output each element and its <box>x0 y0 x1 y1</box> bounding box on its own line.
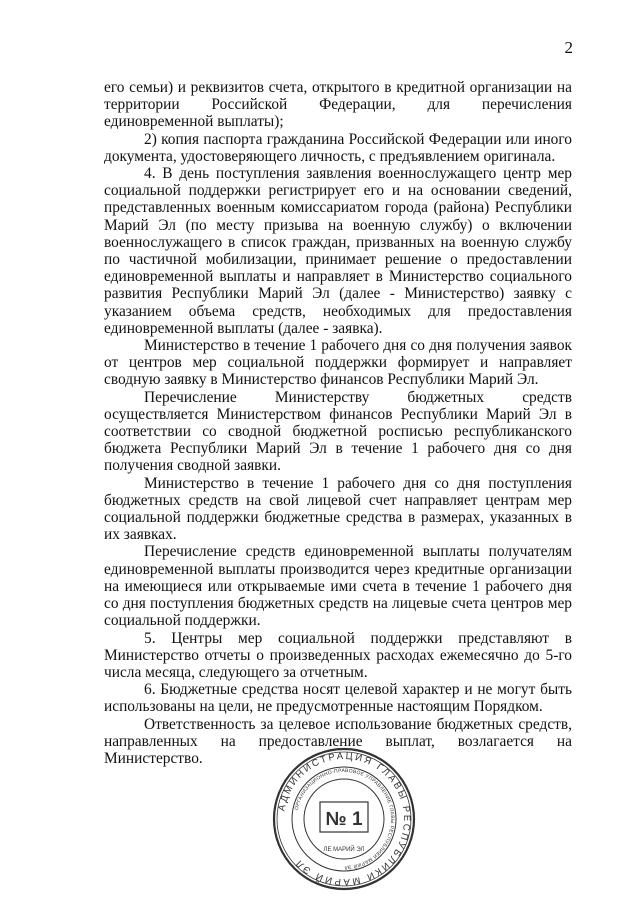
paragraph-item-6: 6. Бюджетные средства носят целевой характер и не могут быть использованы на цели, не предусмотренные настоящим Порядком. <box>104 681 572 716</box>
page-number: 2 <box>564 38 573 57</box>
official-seal <box>272 747 416 891</box>
paragraph-continuation: его семьи) и реквизитов счета, открытого в кредитной организации на территории Российской Федерации, для перечисления единовременной выплаты); <box>104 79 572 131</box>
paragraph-item-5: 5. Центры мер социальной поддержки представляют в Министерство отчеты о произведенных расходах ежемесячно до 5-го числа месяца, следующего за отчетным. <box>104 629 572 681</box>
paragraph-passport-copy: 2) копия паспорта гражданина Российской Федерации или иного документа, удостоверяющего личность, с предъявлением оригинала. <box>104 130 572 165</box>
seal-outer-text: АДМИНИСТРАЦИЯ ГЛАВЫ РЕСПУБЛИКИ МАРИЙ ЭЛ <box>276 750 413 888</box>
paragraph-finance-transfer: Перечисление Министерству бюджетных средств осуществляется Министерством финансов Республики Марий Эл в соответствии со сводной бюджетной росписью республиканского бюджета Республики Марий Эл в течение 1 рабочего дня со дня получения сводной заявки. <box>104 388 572 475</box>
seal-inner-text: ОРГАНИЗАЦИОННО-ПРАВОВОЕ УПРАВЛЕНИЕ ГЛАВЫ РЕСПУБЛИКИ МАРИЙ ЭЛ <box>293 767 396 871</box>
document-body <box>104 79 572 767</box>
paragraph-responsibility: Ответственность за целевое использование бюджетных средств, направленных на предоставление выплат, возлагается на Министерство. <box>104 715 572 767</box>
paragraph-funds-to-centers: Министерство в течение 1 рабочего дня со дня поступления бюджетных средств на свой лицевой счет направляет центрам мер социальной поддержки бюджетные средства в размерах, указанных в их заявках. <box>104 474 572 544</box>
seal-graphic <box>272 747 416 891</box>
paragraph-ministry-summary-request: Министерство в течение 1 рабочего дня со дня получения заявок от центров мер социальной поддержки формирует и направляет сводную заявку в Министерство финансов Республики Марий Эл. <box>104 337 572 389</box>
seal-code: ЛЕ МАРИЙ ЭЛ <box>323 847 365 853</box>
paragraph-payment-recipients: Перечисление средств единовременной выплаты получателям единовременной выплаты производится через кредитные организации на имеющиеся или открываемые ими счета в течение 1 рабочего дня со дня поступления бюджетных средств на лицевые счета центров мер социальной поддержки. <box>104 543 572 630</box>
seal-number: № 1 <box>325 809 363 830</box>
paragraph-item-4: 4. В день поступления заявления военнослужащего центр мер социальной поддержки регистрирует его и на основании сведений, представленных военным комиссариатом города (района) Республики Марий Эл (по месту призыва на военную службу) о включении военнослужащего в список граждан, призванных на военную службу по частичной мобилизации, принимает решение о предоставлении единовременной выплаты и направляет в Министерство социального развития Республики Марий Эл (далее - Министерство) заявку с указанием объема средств, необходимых для предоставления единовременной выплаты (далее - заявка). <box>104 165 572 337</box>
